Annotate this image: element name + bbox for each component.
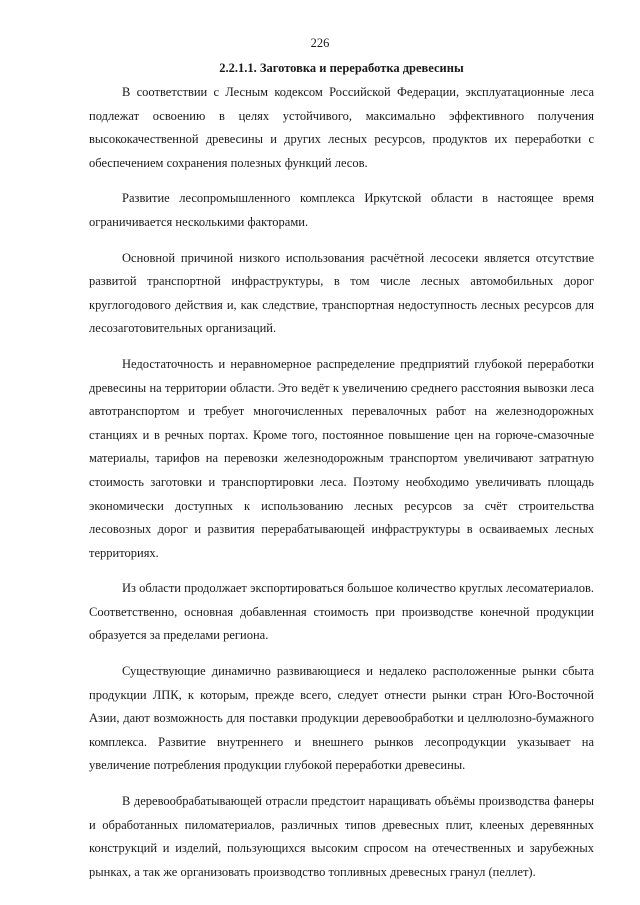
paragraph-development-factors: Развитие лесопромышленного комплекса Иркутской области в настоящее время ограничивается несколькими факторами. [89, 191, 594, 229]
paragraph-transport-infrastructure: Основной причиной низкого использования расчётной лесосеки является отсутствие развитой транспортной инфраструктуры, в том числе лесных автомобильных дорог круглогодового действия и, как следствие, транспортная недоступность лесных ресурсов для лесозаготовительных организаций. [89, 250, 594, 336]
section-heading: 2.2.1.1. Заготовка и переработка древесины [219, 61, 464, 75]
page-number: 226 [310, 36, 330, 50]
paragraph-roundwood-export: Из области продолжает экспортироваться большое количество круглых лесоматериалов. Соответственно, основная добавленная стоимость при производстве конечной продукции образуется за пределами региона. [89, 581, 594, 643]
page-content [89, 60, 594, 884]
paragraph-forest-code: В соответствии с Лесным кодексом Российской Федерации, эксплуатационные леса подлежат освоению в целях устойчивого, максимально эффективного получения высококачественной древесины и других лесных ресурсов, продуктов их переработки с обеспечением сохранения полезных функций лесов. [89, 85, 594, 170]
paragraph-processing-distribution: Недостаточность и неравномерное распределение предприятий глубокой переработки древесины на территории области. Это ведёт к увеличению среднего расстояния вывозки леса автотранспортом и требует многочисленных перевалочных работ на железнодорожных станциях и в речных портах. Кроме того, постоянное повышение цен на горюче-смазочные материалы, тарифов на перевозки железнодорожным транспортом увеличивают затратную стоимость заготовки и транспортировки леса. Поэтому необходимо увеличивать площадь экономически доступных к использованию лесных ресурсов за счёт строительства лесовозных дорог и развития перерабатывающей инфраструктуры в осваиваемых лесных территориях. [89, 356, 594, 560]
paragraph-woodworking-industry: В деревообрабатывающей отрасли предстоит наращивать объёмы производства фанеры и обработанных пиломатериалов, различных типов древесных плит, клееных деревянных конструкций и изделий, пользующихся высоким спросом на отечественных и зарубежных рынках, а так же организовать производство топливных древесных гранул (пеллет). [89, 794, 594, 879]
paragraph-markets: Существующие динамично развивающиеся и недалеко расположенные рынки сбыта продукции ЛПК, к которым, прежде всего, следует отнести рынки стран Юго-Восточной Азии, дают возможность для поставки продукции деревообработки и целлюлозно-бумажного комплекса. Развитие внутреннего и внешнего рынков лесопродукции указывает на увеличение потребления продукции глубокой переработки древесины. [89, 664, 594, 773]
